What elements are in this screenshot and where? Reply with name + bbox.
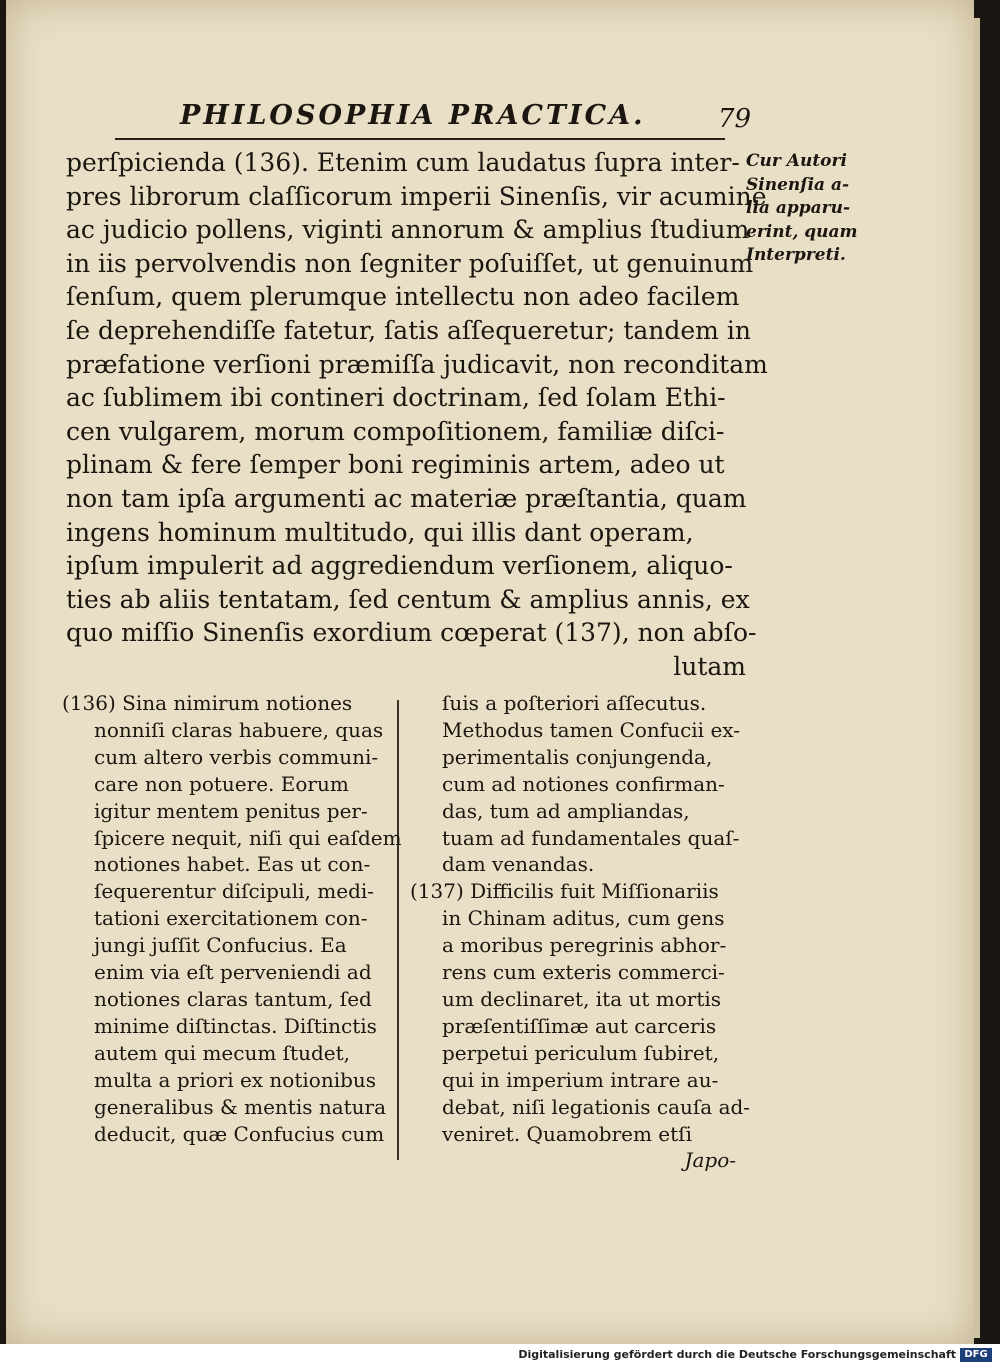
footnote-column-divider bbox=[397, 700, 399, 1160]
page-header bbox=[180, 100, 752, 134]
footnote-line: (136) Sina nimirum notiones bbox=[62, 691, 353, 715]
main-text-line: ſe deprehendiſſe fatetur, ſatis aſſequeretur; tandem in bbox=[66, 315, 751, 345]
footnote-line: ſequerentur diſcipuli, medi- bbox=[94, 879, 375, 904]
footnote-line: multa a priori ex notionibus bbox=[94, 1067, 377, 1092]
main-text-line: in iis pervolvendis non ſegniter poſuiſſet, ut genuinum bbox=[66, 248, 754, 278]
main-text-line: non tam ipſa argumenti ac materiæ præſtantia, quam bbox=[66, 483, 747, 513]
main-text-line: ſenſum, quem plerumque intellectu non adeo facilem bbox=[66, 282, 740, 312]
header-rule bbox=[115, 138, 725, 140]
footnote-line: igitur mentem penitus per- bbox=[94, 798, 368, 823]
footnote-line: um declinaret, ita ut mortis bbox=[442, 986, 722, 1011]
footnote-line: ſuis a poſteriori aſſecutus. bbox=[442, 691, 707, 715]
footnote-line: perpetui periculum ſubiret, bbox=[442, 1040, 720, 1065]
footnote-line: deducit, quæ Confucius cum bbox=[94, 1121, 385, 1146]
margin-note-line: lia apparu- bbox=[746, 198, 851, 218]
footnote-line: veniret. Quamobrem etſi bbox=[442, 1121, 692, 1146]
running-title: PHILOSOPHIA PRACTICA. bbox=[180, 100, 646, 131]
footnotes-right-column bbox=[410, 690, 751, 1174]
page-edge bbox=[974, 18, 980, 1338]
footnote-line: nonniſi claras habuere, quas bbox=[94, 717, 384, 742]
main-text-line: ac judicio pollens, viginti annorum & amplius ſtudium bbox=[66, 215, 750, 245]
footnote-line: autem qui mecum ſtudet, bbox=[94, 1040, 350, 1065]
footnote-line: generalibus & mentis natura bbox=[94, 1094, 387, 1119]
main-text-line: præfatione verſioni præmiſſa judicavit, non reconditam bbox=[66, 349, 768, 379]
footnote-line: minime diſtinctas. Diſtinctis bbox=[94, 1013, 377, 1038]
main-text-line: cen vulgarem, morum compoſitionem, familiæ diſci- bbox=[66, 416, 725, 446]
footnote-line: enim via eſt perveniendi ad bbox=[94, 960, 372, 985]
footnote-line: debat, niſi legationis cauſa ad- bbox=[442, 1094, 751, 1119]
footnote-line: qui in imperium intrare au- bbox=[442, 1067, 719, 1092]
footnote-line: das, tum ad ampliandas, bbox=[442, 798, 690, 823]
catchword: Japo- bbox=[684, 1148, 736, 1173]
main-text-line: ac ſublimem ibi contineri doctrinam, ſed ſolam Ethi- bbox=[66, 383, 726, 413]
dfg-logo-icon: DFG bbox=[960, 1348, 992, 1362]
footnote-line: tuam ad fundamentales quaſ- bbox=[442, 825, 740, 850]
main-text-line: lutam bbox=[673, 651, 746, 681]
footer-credit: Digitalisierung gefördert durch die Deutsche Forschungsgemeinschaft bbox=[518, 1348, 956, 1361]
footnote-line: care non potuere. Eorum bbox=[94, 771, 349, 796]
footnote-line: notiones claras tantum, ſed bbox=[94, 986, 372, 1011]
digitization-footer bbox=[0, 1344, 1000, 1367]
footnote-line: rens cum exteris commerci- bbox=[442, 960, 725, 985]
margin-note-line: Sinenſia a- bbox=[746, 174, 850, 195]
footnote-line: cum ad notiones confirman- bbox=[442, 771, 725, 796]
margin-note-line: Interpreti. bbox=[746, 245, 846, 265]
footnote-line: cum altero verbis communi- bbox=[94, 744, 379, 769]
main-text-line: quo miſſio Sinenſis exordium cœperat (137), non abſo- bbox=[66, 618, 757, 648]
main-text-line: plinam & fere ſemper boni regiminis artem, adeo ut bbox=[66, 450, 725, 480]
footnote-line: Methodus tamen Confucii ex- bbox=[442, 717, 740, 742]
footnote-line: dam venandas. bbox=[442, 852, 595, 877]
main-text-line: ties ab aliis tentatam, ſed centum & amplius annis, ex bbox=[66, 584, 750, 614]
margin-note-line: erint, quam bbox=[746, 221, 858, 242]
main-text-block bbox=[66, 146, 768, 684]
main-text-line: pres librorum claſſicorum imperii Sinenſis, vir acumine bbox=[66, 181, 767, 211]
margin-note-line: Cur Autori bbox=[746, 151, 847, 171]
footnotes-left-column bbox=[62, 690, 402, 1147]
page-number: 79 bbox=[718, 104, 752, 134]
footnote-line: (137) Difficilis fuit Miſſionariis bbox=[410, 879, 719, 904]
footnote-line: notiones habet. Eas ut con- bbox=[94, 852, 371, 877]
margin-note bbox=[746, 150, 866, 268]
footnote-line: perimentalis conjungenda, bbox=[442, 744, 713, 769]
footnote-line: jungi juſſit Confucius. Ea bbox=[94, 933, 347, 958]
footnote-line: in Chinam aditus, cum gens bbox=[442, 906, 725, 931]
footnote-line: præſentiſſimæ aut carceris bbox=[442, 1013, 717, 1038]
footnote-line: tationi exercitationem con- bbox=[94, 906, 368, 931]
main-text-line: perſpicienda (136). Etenim cum laudatus ſupra inter- bbox=[66, 148, 740, 177]
footnote-line: ſpicere nequit, niſi qui eaſdem bbox=[94, 825, 402, 850]
footnote-line: a moribus peregrinis abhor- bbox=[442, 933, 727, 958]
main-text-line: ingens hominum multitudo, qui illis dant operam, bbox=[66, 517, 694, 547]
main-text-line: ipſum impulerit ad aggrediendum verſionem, aliquo- bbox=[66, 551, 733, 581]
